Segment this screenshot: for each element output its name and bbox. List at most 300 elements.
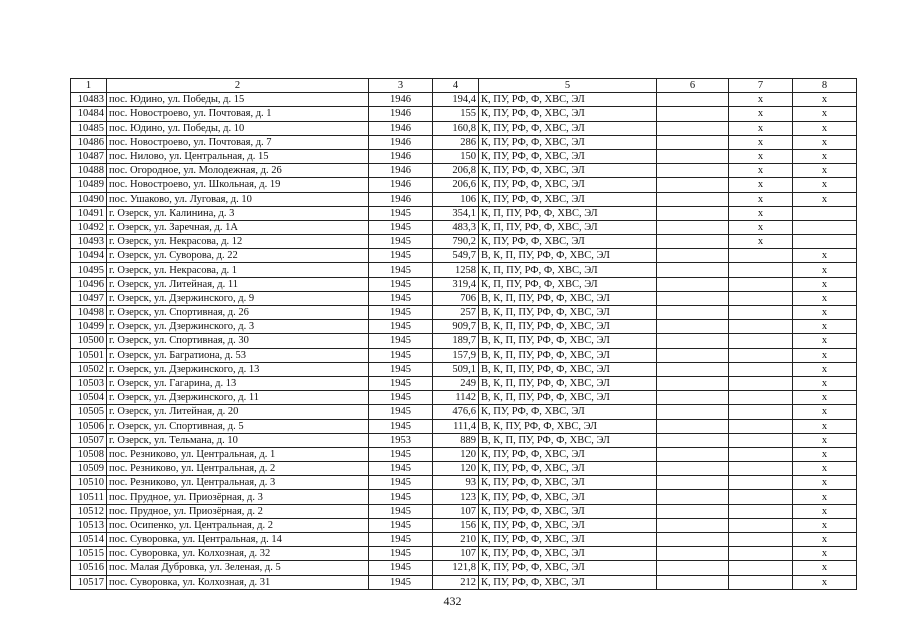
cell-col-7: [729, 447, 793, 461]
cell-col-5: К, ПУ, РФ, Ф, ХВС, ЭЛ: [479, 135, 657, 149]
cell-col-4: 157,9: [433, 348, 479, 362]
cell-col-7: x: [729, 93, 793, 107]
cell-col-6: [657, 391, 729, 405]
cell-col-2: пос. Малая Дубровка, ул. Зеленая, д. 5: [107, 561, 369, 575]
cell-col-8: x: [793, 291, 857, 305]
cell-col-2: пос. Ушаково, ул. Луговая, д. 10: [107, 192, 369, 206]
cell-col-3: 1945: [369, 547, 433, 561]
cell-col-7: [729, 547, 793, 561]
cell-col-6: [657, 575, 729, 589]
cell-col-3: 1945: [369, 447, 433, 461]
column-header-4: 4: [433, 79, 479, 93]
cell-col-3: 1945: [369, 235, 433, 249]
cell-col-3: 1945: [369, 220, 433, 234]
cell-col-1: 10485: [71, 121, 107, 135]
table-row: [71, 277, 857, 291]
table-body: [71, 93, 857, 590]
cell-col-6: [657, 476, 729, 490]
cell-col-2: г. Озерск, ул. Гагарина, д. 13: [107, 376, 369, 390]
column-header-8: 8: [793, 79, 857, 93]
cell-col-6: [657, 334, 729, 348]
cell-col-1: 10483: [71, 93, 107, 107]
cell-col-3: 1945: [369, 419, 433, 433]
cell-col-7: x: [729, 178, 793, 192]
cell-col-4: 790,2: [433, 235, 479, 249]
cell-col-7: [729, 320, 793, 334]
table-row: [71, 206, 857, 220]
cell-col-7: [729, 419, 793, 433]
cell-col-8: x: [793, 135, 857, 149]
table-row: [71, 490, 857, 504]
column-header-2: 2: [107, 79, 369, 93]
cell-col-5: В, К, П, ПУ, РФ, Ф, ХВС, ЭЛ: [479, 376, 657, 390]
cell-col-3: 1945: [369, 490, 433, 504]
cell-col-4: 483,3: [433, 220, 479, 234]
cell-col-2: пос. Резниково, ул. Центральная, д. 2: [107, 462, 369, 476]
cell-col-3: 1946: [369, 107, 433, 121]
cell-col-8: x: [793, 504, 857, 518]
cell-col-6: [657, 547, 729, 561]
cell-col-6: [657, 135, 729, 149]
cell-col-6: [657, 561, 729, 575]
cell-col-3: 1945: [369, 405, 433, 419]
cell-col-3: 1945: [369, 561, 433, 575]
cell-col-6: [657, 362, 729, 376]
cell-col-1: 10492: [71, 220, 107, 234]
cell-col-8: x: [793, 533, 857, 547]
cell-col-2: г. Озерск, ул. Литейная, д. 11: [107, 277, 369, 291]
cell-col-8: x: [793, 447, 857, 461]
cell-col-8: x: [793, 518, 857, 532]
cell-col-5: К, ПУ, РФ, Ф, ХВС, ЭЛ: [479, 405, 657, 419]
cell-col-8: [793, 206, 857, 220]
cell-col-5: К, ПУ, РФ, Ф, ХВС, ЭЛ: [479, 575, 657, 589]
cell-col-3: 1945: [369, 348, 433, 362]
cell-col-3: 1945: [369, 306, 433, 320]
cell-col-1: 10513: [71, 518, 107, 532]
cell-col-6: [657, 405, 729, 419]
cell-col-3: 1945: [369, 476, 433, 490]
cell-col-2: пос. Новостроево, ул. Почтовая, д. 7: [107, 135, 369, 149]
table-row: [71, 291, 857, 305]
cell-col-8: x: [793, 178, 857, 192]
cell-col-5: К, ПУ, РФ, Ф, ХВС, ЭЛ: [479, 121, 657, 135]
table-row: [71, 376, 857, 390]
cell-col-4: 286: [433, 135, 479, 149]
cell-col-4: 121,8: [433, 561, 479, 575]
cell-col-7: [729, 433, 793, 447]
cell-col-4: 160,8: [433, 121, 479, 135]
cell-col-1: 10491: [71, 206, 107, 220]
cell-col-2: пос. Прудное, ул. Приозёрная, д. 2: [107, 504, 369, 518]
cell-col-3: 1946: [369, 164, 433, 178]
table-row: [71, 93, 857, 107]
cell-col-5: В, К, П, ПУ, РФ, Ф, ХВС, ЭЛ: [479, 391, 657, 405]
cell-col-4: 120: [433, 462, 479, 476]
cell-col-4: 107: [433, 504, 479, 518]
cell-col-7: x: [729, 121, 793, 135]
cell-col-7: x: [729, 149, 793, 163]
header-row: [71, 79, 857, 93]
cell-col-4: 257: [433, 306, 479, 320]
cell-col-8: x: [793, 348, 857, 362]
cell-col-8: x: [793, 263, 857, 277]
table-row: [71, 547, 857, 561]
cell-col-2: г. Озерск, ул. Дзержинского, д. 13: [107, 362, 369, 376]
cell-col-6: [657, 93, 729, 107]
cell-col-2: г. Озерск, ул. Спортивная, д. 5: [107, 419, 369, 433]
cell-col-3: 1945: [369, 320, 433, 334]
cell-col-7: [729, 306, 793, 320]
cell-col-5: К, ПУ, РФ, Ф, ХВС, ЭЛ: [479, 149, 657, 163]
cell-col-1: 10505: [71, 405, 107, 419]
cell-col-5: В, К, П, ПУ, РФ, Ф, ХВС, ЭЛ: [479, 362, 657, 376]
cell-col-8: x: [793, 93, 857, 107]
table-row: [71, 192, 857, 206]
cell-col-6: [657, 504, 729, 518]
cell-col-7: [729, 575, 793, 589]
cell-col-6: [657, 149, 729, 163]
cell-col-4: 106: [433, 192, 479, 206]
cell-col-2: пос. Суворовка, ул. Колхозная, д. 31: [107, 575, 369, 589]
cell-col-5: В, К, П, ПУ, РФ, Ф, ХВС, ЭЛ: [479, 348, 657, 362]
cell-col-7: x: [729, 206, 793, 220]
cell-col-5: К, ПУ, РФ, Ф, ХВС, ЭЛ: [479, 533, 657, 547]
cell-col-6: [657, 376, 729, 390]
cell-col-5: В, К, П, ПУ, РФ, Ф, ХВС, ЭЛ: [479, 291, 657, 305]
table-row: [71, 476, 857, 490]
cell-col-8: x: [793, 192, 857, 206]
cell-col-4: 206,6: [433, 178, 479, 192]
cell-col-8: x: [793, 334, 857, 348]
table-row: [71, 263, 857, 277]
cell-col-2: г. Озерск, ул. Литейная, д. 20: [107, 405, 369, 419]
cell-col-5: К, ПУ, РФ, Ф, ХВС, ЭЛ: [479, 93, 657, 107]
cell-col-8: x: [793, 306, 857, 320]
cell-col-7: [729, 277, 793, 291]
cell-col-5: К, ПУ, РФ, Ф, ХВС, ЭЛ: [479, 462, 657, 476]
cell-col-7: [729, 533, 793, 547]
cell-col-7: x: [729, 107, 793, 121]
cell-col-6: [657, 121, 729, 135]
cell-col-7: [729, 348, 793, 362]
cell-col-1: 10515: [71, 547, 107, 561]
cell-col-7: [729, 362, 793, 376]
cell-col-1: 10509: [71, 462, 107, 476]
cell-col-7: x: [729, 220, 793, 234]
cell-col-5: К, П, ПУ, РФ, Ф, ХВС, ЭЛ: [479, 206, 657, 220]
cell-col-5: В, К, П, ПУ, РФ, Ф, ХВС, ЭЛ: [479, 433, 657, 447]
cell-col-4: 107: [433, 547, 479, 561]
table-row: [71, 220, 857, 234]
cell-col-1: 10510: [71, 476, 107, 490]
cell-col-7: x: [729, 164, 793, 178]
cell-col-8: x: [793, 405, 857, 419]
cell-col-3: 1945: [369, 518, 433, 532]
cell-col-2: пос. Новостроево, ул. Школьная, д. 19: [107, 178, 369, 192]
cell-col-8: [793, 235, 857, 249]
cell-col-6: [657, 164, 729, 178]
cell-col-1: 10486: [71, 135, 107, 149]
cell-col-3: 1946: [369, 178, 433, 192]
cell-col-2: пос. Юдино, ул. Победы, д. 15: [107, 93, 369, 107]
cell-col-5: В, К, П, ПУ, РФ, Ф, ХВС, ЭЛ: [479, 334, 657, 348]
cell-col-6: [657, 320, 729, 334]
cell-col-3: 1946: [369, 93, 433, 107]
table-row: [71, 433, 857, 447]
cell-col-8: x: [793, 164, 857, 178]
cell-col-4: 206,8: [433, 164, 479, 178]
cell-col-6: [657, 533, 729, 547]
cell-col-1: 10512: [71, 504, 107, 518]
cell-col-3: 1945: [369, 391, 433, 405]
cell-col-8: x: [793, 249, 857, 263]
cell-col-8: x: [793, 149, 857, 163]
cell-col-5: К, ПУ, РФ, Ф, ХВС, ЭЛ: [479, 447, 657, 461]
cell-col-4: 93: [433, 476, 479, 490]
cell-col-7: [729, 334, 793, 348]
cell-col-1: 10511: [71, 490, 107, 504]
cell-col-1: 10516: [71, 561, 107, 575]
cell-col-7: [729, 376, 793, 390]
cell-col-8: x: [793, 121, 857, 135]
column-header-7: 7: [729, 79, 793, 93]
cell-col-4: 249: [433, 376, 479, 390]
cell-col-3: 1945: [369, 249, 433, 263]
cell-col-3: 1945: [369, 334, 433, 348]
cell-col-3: 1946: [369, 121, 433, 135]
table-row: [71, 306, 857, 320]
cell-col-7: [729, 476, 793, 490]
table-row: [71, 447, 857, 461]
cell-col-5: К, ПУ, РФ, Ф, ХВС, ЭЛ: [479, 107, 657, 121]
cell-col-8: x: [793, 547, 857, 561]
cell-col-5: К, П, ПУ, РФ, Ф, ХВС, ЭЛ: [479, 263, 657, 277]
column-header-3: 3: [369, 79, 433, 93]
cell-col-8: x: [793, 362, 857, 376]
table-row: [71, 164, 857, 178]
cell-col-2: г. Озерск, ул. Дзержинского, д. 9: [107, 291, 369, 305]
cell-col-1: 10507: [71, 433, 107, 447]
table-row: [71, 121, 857, 135]
cell-col-2: пос. Резниково, ул. Центральная, д. 3: [107, 476, 369, 490]
cell-col-7: x: [729, 135, 793, 149]
cell-col-1: 10517: [71, 575, 107, 589]
cell-col-1: 10498: [71, 306, 107, 320]
cell-col-5: К, ПУ, РФ, Ф, ХВС, ЭЛ: [479, 490, 657, 504]
cell-col-2: г. Озерск, ул. Спортивная, д. 26: [107, 306, 369, 320]
cell-col-4: 210: [433, 533, 479, 547]
cell-col-8: [793, 220, 857, 234]
cell-col-3: 1945: [369, 291, 433, 305]
table-row: [71, 348, 857, 362]
cell-col-4: 1258: [433, 263, 479, 277]
cell-col-1: 10494: [71, 249, 107, 263]
cell-col-3: 1953: [369, 433, 433, 447]
cell-col-2: пос. Суворовка, ул. Центральная, д. 14: [107, 533, 369, 547]
cell-col-3: 1945: [369, 263, 433, 277]
cell-col-8: x: [793, 575, 857, 589]
cell-col-7: [729, 561, 793, 575]
column-header-6: 6: [657, 79, 729, 93]
table-header: [71, 79, 857, 93]
cell-col-1: 10487: [71, 149, 107, 163]
cell-col-2: пос. Новостроево, ул. Почтовая, д. 1: [107, 107, 369, 121]
cell-col-4: 120: [433, 447, 479, 461]
cell-col-3: 1946: [369, 135, 433, 149]
table-row: [71, 533, 857, 547]
cell-col-4: 150: [433, 149, 479, 163]
cell-col-7: [729, 462, 793, 476]
cell-col-2: пос. Нилово, ул. Центральная, д. 15: [107, 149, 369, 163]
cell-col-7: x: [729, 235, 793, 249]
cell-col-2: пос. Огородное, ул. Молодежная, д. 26: [107, 164, 369, 178]
cell-col-7: [729, 263, 793, 277]
cell-col-1: 10502: [71, 362, 107, 376]
cell-col-5: К, ПУ, РФ, Ф, ХВС, ЭЛ: [479, 504, 657, 518]
table-row: [71, 135, 857, 149]
cell-col-7: [729, 405, 793, 419]
table-row: [71, 320, 857, 334]
cell-col-1: 10493: [71, 235, 107, 249]
table-row: [71, 419, 857, 433]
cell-col-6: [657, 490, 729, 504]
cell-col-7: [729, 490, 793, 504]
cell-col-1: 10514: [71, 533, 107, 547]
cell-col-4: 354,1: [433, 206, 479, 220]
cell-col-7: [729, 249, 793, 263]
cell-col-2: г. Озерск, ул. Некрасова, д. 1: [107, 263, 369, 277]
column-header-5: 5: [479, 79, 657, 93]
cell-col-2: пос. Осипенко, ул. Центральная, д. 2: [107, 518, 369, 532]
table-row: [71, 235, 857, 249]
cell-col-5: К, ПУ, РФ, Ф, ХВС, ЭЛ: [479, 547, 657, 561]
cell-col-6: [657, 220, 729, 234]
cell-col-3: 1945: [369, 575, 433, 589]
cell-col-6: [657, 348, 729, 362]
cell-col-8: x: [793, 490, 857, 504]
cell-col-1: 10508: [71, 447, 107, 461]
registry-table: [70, 78, 857, 590]
cell-col-2: пос. Юдино, ул. Победы, д. 10: [107, 121, 369, 135]
cell-col-1: 10501: [71, 348, 107, 362]
cell-col-1: 10500: [71, 334, 107, 348]
cell-col-4: 212: [433, 575, 479, 589]
cell-col-6: [657, 249, 729, 263]
cell-col-4: 509,1: [433, 362, 479, 376]
cell-col-8: x: [793, 462, 857, 476]
table-row: [71, 391, 857, 405]
cell-col-3: 1945: [369, 206, 433, 220]
cell-col-5: В, К, П, ПУ, РФ, Ф, ХВС, ЭЛ: [479, 320, 657, 334]
cell-col-5: К, ПУ, РФ, Ф, ХВС, ЭЛ: [479, 178, 657, 192]
cell-col-4: 706: [433, 291, 479, 305]
cell-col-4: 189,7: [433, 334, 479, 348]
cell-col-4: 476,6: [433, 405, 479, 419]
cell-col-5: В, К, П, ПУ, РФ, Ф, ХВС, ЭЛ: [479, 306, 657, 320]
table-row: [71, 178, 857, 192]
table-row: [71, 362, 857, 376]
table-row: [71, 504, 857, 518]
cell-col-8: x: [793, 320, 857, 334]
cell-col-3: 1946: [369, 192, 433, 206]
cell-col-2: г. Озерск, ул. Дзержинского, д. 11: [107, 391, 369, 405]
cell-col-2: г. Озерск, ул. Спортивная, д. 30: [107, 334, 369, 348]
cell-col-2: г. Озерск, ул. Тельмана, д. 10: [107, 433, 369, 447]
cell-col-3: 1945: [369, 533, 433, 547]
cell-col-1: 10489: [71, 178, 107, 192]
cell-col-6: [657, 462, 729, 476]
cell-col-5: К, ПУ, РФ, Ф, ХВС, ЭЛ: [479, 164, 657, 178]
cell-col-4: 549,7: [433, 249, 479, 263]
table-row: [71, 561, 857, 575]
cell-col-1: 10504: [71, 391, 107, 405]
cell-col-4: 123: [433, 490, 479, 504]
cell-col-2: г. Озерск, ул. Калинина, д. 3: [107, 206, 369, 220]
cell-col-1: 10499: [71, 320, 107, 334]
cell-col-5: К, ПУ, РФ, Ф, ХВС, ЭЛ: [479, 192, 657, 206]
cell-col-3: 1945: [369, 462, 433, 476]
cell-col-3: 1945: [369, 362, 433, 376]
table-row: [71, 575, 857, 589]
cell-col-3: 1946: [369, 149, 433, 163]
cell-col-7: [729, 291, 793, 305]
cell-col-5: В, К, П, ПУ, РФ, Ф, ХВС, ЭЛ: [479, 249, 657, 263]
cell-col-7: [729, 504, 793, 518]
cell-col-3: 1945: [369, 277, 433, 291]
cell-col-6: [657, 419, 729, 433]
cell-col-4: 155: [433, 107, 479, 121]
cell-col-4: 111,4: [433, 419, 479, 433]
table-row: [71, 405, 857, 419]
cell-col-2: пос. Суворовка, ул. Колхозная, д. 32: [107, 547, 369, 561]
cell-col-8: x: [793, 277, 857, 291]
cell-col-6: [657, 518, 729, 532]
cell-col-2: пос. Прудное, ул. Приозёрная, д. 3: [107, 490, 369, 504]
cell-col-8: x: [793, 476, 857, 490]
cell-col-6: [657, 433, 729, 447]
cell-col-4: 909,7: [433, 320, 479, 334]
cell-col-2: г. Озерск, ул. Суворова, д. 22: [107, 249, 369, 263]
cell-col-4: 889: [433, 433, 479, 447]
table-row: [71, 334, 857, 348]
cell-col-5: К, ПУ, РФ, Ф, ХВС, ЭЛ: [479, 561, 657, 575]
table-row: [71, 518, 857, 532]
cell-col-6: [657, 306, 729, 320]
cell-col-2: г. Озерск, ул. Дзержинского, д. 3: [107, 320, 369, 334]
column-header-1: 1: [71, 79, 107, 93]
cell-col-6: [657, 263, 729, 277]
cell-col-8: x: [793, 433, 857, 447]
cell-col-7: [729, 518, 793, 532]
cell-col-2: г. Озерск, ул. Некрасова, д. 12: [107, 235, 369, 249]
cell-col-6: [657, 291, 729, 305]
cell-col-8: x: [793, 419, 857, 433]
cell-col-1: 10506: [71, 419, 107, 433]
cell-col-1: 10490: [71, 192, 107, 206]
cell-col-4: 194,4: [433, 93, 479, 107]
cell-col-1: 10496: [71, 277, 107, 291]
cell-col-5: В, К, ПУ, РФ, Ф, ХВС, ЭЛ: [479, 419, 657, 433]
cell-col-5: К, ПУ, РФ, Ф, ХВС, ЭЛ: [479, 476, 657, 490]
cell-col-1: 10484: [71, 107, 107, 121]
cell-col-4: 1142: [433, 391, 479, 405]
cell-col-8: x: [793, 561, 857, 575]
cell-col-2: г. Озерск, ул. Заречная, д. 1А: [107, 220, 369, 234]
cell-col-3: 1945: [369, 504, 433, 518]
table-row: [71, 462, 857, 476]
table-row: [71, 107, 857, 121]
